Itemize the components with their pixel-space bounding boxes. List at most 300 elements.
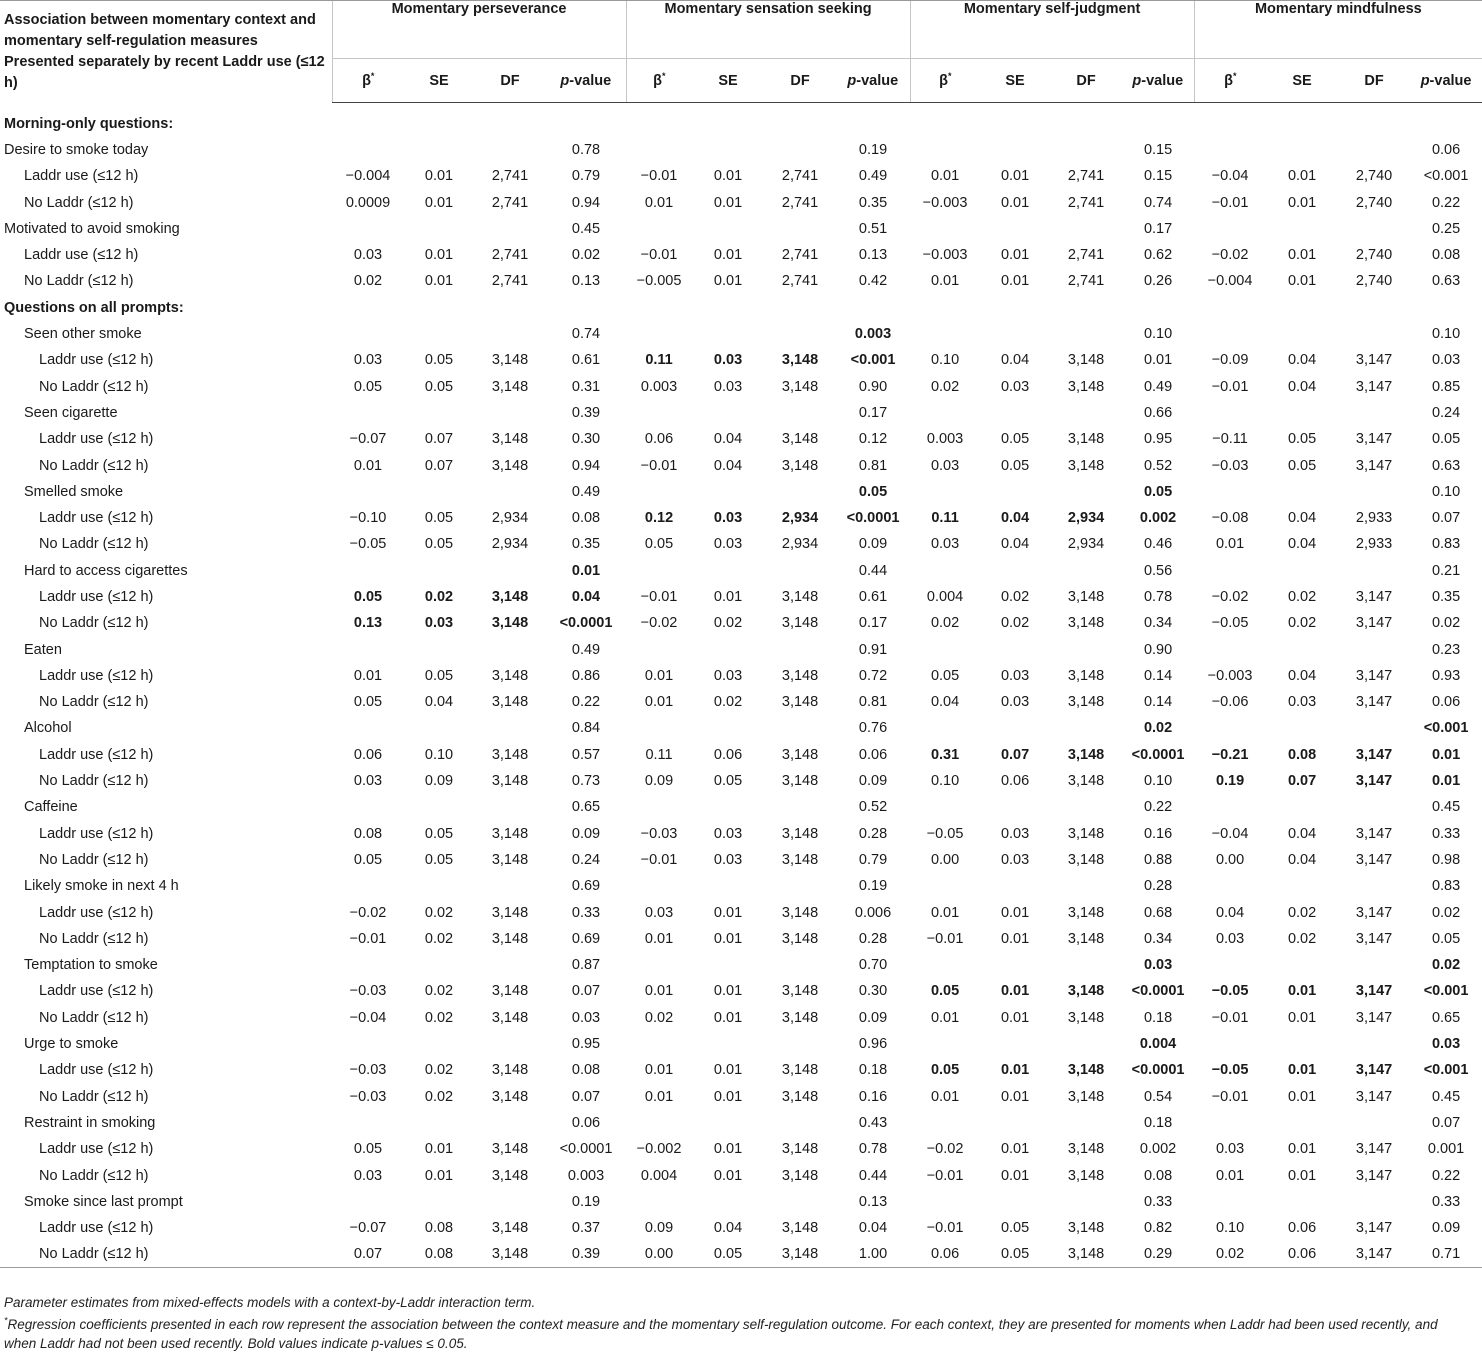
table-cell: 0.02 bbox=[1431, 957, 1461, 974]
subheader-se-mindfulness: SE bbox=[1266, 59, 1338, 103]
table-cell: 3,148 bbox=[491, 1009, 529, 1026]
table-cell: 3,147 bbox=[1355, 904, 1393, 921]
table-cell: 0.06 bbox=[1287, 1220, 1317, 1237]
table-cell: 3,148 bbox=[781, 1220, 819, 1237]
table-cell: −0.11 bbox=[1212, 431, 1248, 448]
table-cell: 0.04 bbox=[1287, 352, 1317, 369]
table-cell: 3,148 bbox=[1067, 457, 1105, 474]
footnote-1: Parameter estimates from mixed-effects models with a context-by-Laddr interaction term. bbox=[4, 1295, 536, 1310]
table-cell: 0.91 bbox=[858, 641, 888, 658]
table-cell bbox=[332, 400, 404, 426]
row-label: Restraint in smoking bbox=[24, 1114, 156, 1131]
table-cell: 0.79 bbox=[571, 168, 601, 185]
table-cell: 0.01 bbox=[1000, 1167, 1030, 1184]
table-cell: 0.02 bbox=[424, 1088, 454, 1105]
table-cell bbox=[910, 636, 980, 662]
table-cell: 0.03 bbox=[353, 1167, 383, 1184]
table-cell: 0.10 bbox=[1143, 326, 1173, 343]
table-cell: 0.28 bbox=[1143, 878, 1173, 895]
table-cell: 0.03 bbox=[713, 851, 743, 868]
table-cell: 0.002 bbox=[1139, 510, 1177, 527]
table-cell: 3,148 bbox=[491, 352, 529, 369]
table-cell: 0.21 bbox=[1431, 562, 1461, 579]
table-cell: 0.10 bbox=[930, 773, 960, 790]
table-cell: 3,147 bbox=[1355, 352, 1393, 369]
table-cell: 3,148 bbox=[781, 431, 819, 448]
table-cell: 0.71 bbox=[1410, 1241, 1482, 1267]
context-row bbox=[0, 1189, 1482, 1215]
table-cell: 0.19 bbox=[1215, 773, 1245, 790]
table-cell bbox=[764, 137, 836, 163]
table-cell: 3,147 bbox=[1355, 615, 1393, 632]
table-cell: 3,148 bbox=[764, 1241, 836, 1267]
table-cell: 2,741 bbox=[781, 168, 819, 185]
row-label: No Laddr (≤12 h) bbox=[39, 536, 149, 553]
table-cell: 0.06 bbox=[910, 1241, 980, 1267]
table-cell: −0.01 bbox=[640, 588, 678, 605]
table-cell: 0.03 bbox=[1287, 694, 1317, 711]
table-cell: 3,148 bbox=[491, 1062, 529, 1079]
table-cell: <0.001 bbox=[1423, 983, 1469, 1000]
table-cell: 0.09 bbox=[858, 1009, 888, 1026]
table-cell: 0.00 bbox=[1215, 851, 1245, 868]
table-cell: 0.87 bbox=[571, 957, 601, 974]
table-cell: 2,741 bbox=[1067, 194, 1105, 211]
table-cell: 0.07 bbox=[424, 457, 454, 474]
table-cell: 2,741 bbox=[781, 194, 819, 211]
table-cell bbox=[1266, 636, 1338, 662]
table-cell: 0.04 bbox=[930, 694, 960, 711]
table-cell: 0.02 bbox=[424, 588, 454, 605]
data-row bbox=[0, 978, 1482, 1004]
table-cell: 0.01 bbox=[1000, 904, 1030, 921]
table-cell bbox=[626, 137, 692, 163]
table-cell bbox=[1266, 715, 1338, 741]
table-cell: 0.01 bbox=[644, 694, 674, 711]
table-cell: 0.07 bbox=[571, 1088, 601, 1105]
table-cell bbox=[980, 952, 1050, 978]
table-cell bbox=[404, 321, 474, 347]
table-cell: 3,148 bbox=[781, 930, 819, 947]
table-cell: 0.23 bbox=[1431, 641, 1461, 658]
table-cell: 0.14 bbox=[1143, 667, 1173, 684]
table-cell: 0.05 bbox=[644, 536, 674, 553]
data-row bbox=[0, 505, 1482, 531]
table-cell: 0.07 bbox=[1000, 746, 1030, 763]
table-cell bbox=[1266, 1110, 1338, 1136]
table-cell: 0.01 bbox=[713, 1167, 743, 1184]
data-row bbox=[0, 452, 1482, 478]
row-label: Laddr use (≤12 h) bbox=[39, 588, 154, 605]
table-cell: 0.05 bbox=[424, 667, 454, 684]
table-cell bbox=[1338, 400, 1410, 426]
table-cell: 0.09 bbox=[858, 536, 888, 553]
table-cell: 0.11 bbox=[931, 510, 959, 527]
table-cell: 0.05 bbox=[353, 588, 383, 605]
table-cell: 0.03 bbox=[1215, 930, 1245, 947]
table-cell: 0.03 bbox=[424, 615, 454, 632]
table-cell: 3,148 bbox=[781, 825, 819, 842]
table-cell: 0.05 bbox=[424, 825, 454, 842]
table-cell: 3,148 bbox=[781, 1088, 819, 1105]
table-cell bbox=[1266, 479, 1338, 505]
table-cell: 0.03 bbox=[713, 667, 743, 684]
table-cell bbox=[1050, 636, 1122, 662]
row-label: No Laddr (≤12 h) bbox=[39, 930, 149, 947]
table-cell bbox=[910, 952, 980, 978]
table-cell: 0.35 bbox=[1431, 588, 1461, 605]
table-cell: 0.93 bbox=[1431, 667, 1461, 684]
table-cell: 0.68 bbox=[1143, 904, 1173, 921]
table-cell: 1.00 bbox=[836, 1241, 910, 1267]
table-cell: 0.03 bbox=[713, 378, 743, 395]
table-cell: 0.03 bbox=[644, 904, 674, 921]
table-cell: 0.04 bbox=[1287, 667, 1317, 684]
table-cell: 0.01 bbox=[1000, 168, 1030, 185]
table-cell: 0.02 bbox=[424, 1062, 454, 1079]
table-cell: 0.30 bbox=[858, 983, 888, 1000]
table-cell bbox=[404, 400, 474, 426]
row-label: Seen other smoke bbox=[24, 326, 142, 343]
table-cell bbox=[474, 715, 546, 741]
table-cell: 0.11 bbox=[645, 746, 673, 763]
table-cell: 0.14 bbox=[1143, 694, 1173, 711]
table-cell bbox=[1194, 1031, 1266, 1057]
table-cell: 0.24 bbox=[571, 851, 601, 868]
table-cell: 3,148 bbox=[1067, 746, 1105, 763]
table-cell: 3,148 bbox=[491, 773, 529, 790]
table-cell bbox=[404, 873, 474, 899]
table-cell bbox=[764, 715, 836, 741]
table-cell bbox=[1050, 715, 1122, 741]
table-cell: 0.85 bbox=[1431, 378, 1461, 395]
table-cell: 0.01 bbox=[1287, 1167, 1317, 1184]
table-cell: 3,147 bbox=[1355, 588, 1393, 605]
table-cell: 0.05 bbox=[424, 510, 454, 527]
table-cell bbox=[404, 636, 474, 662]
table-cell: 0.01 bbox=[1287, 1088, 1317, 1105]
row-label: Urge to smoke bbox=[24, 1036, 119, 1053]
table-cell: −0.07 bbox=[349, 431, 387, 448]
context-row bbox=[0, 1031, 1482, 1057]
table-cell bbox=[1266, 400, 1338, 426]
table-cell: 0.17 bbox=[1143, 220, 1173, 237]
table-cell: 0.28 bbox=[858, 930, 888, 947]
table-cell bbox=[626, 1031, 692, 1057]
table-cell: 0.78 bbox=[858, 1141, 888, 1158]
table-cell: 0.05 bbox=[1287, 431, 1317, 448]
table-cell: 0.03 bbox=[1000, 825, 1030, 842]
table-cell: 0.01 bbox=[1000, 983, 1030, 1000]
table-cell: 0.01 bbox=[713, 273, 743, 290]
table-cell: −0.002 bbox=[636, 1141, 682, 1158]
table-cell bbox=[692, 873, 764, 899]
table-cell: 0.09 bbox=[1431, 1220, 1461, 1237]
subheader-df-perseverance: DF bbox=[474, 59, 546, 103]
table-cell: 0.83 bbox=[1431, 878, 1461, 895]
table-cell: −0.01 bbox=[640, 457, 678, 474]
table-cell: 0.05 bbox=[353, 851, 383, 868]
table-cell bbox=[910, 1031, 980, 1057]
table-cell: 0.01 bbox=[1000, 247, 1030, 264]
table-cell: 0.63 bbox=[1431, 457, 1461, 474]
data-row bbox=[0, 821, 1482, 847]
row-label: Temptation to smoke bbox=[24, 957, 158, 974]
table-cell: 0.01 bbox=[1000, 1009, 1030, 1026]
subheader-pvalue-self-judgment bbox=[1122, 59, 1194, 103]
table-cell: 0.03 bbox=[713, 352, 743, 369]
table-cell: 0.39 bbox=[546, 1241, 626, 1267]
table-cell: 3,148 bbox=[781, 352, 819, 369]
table-cell: 0.08 bbox=[404, 1241, 474, 1267]
table-cell: −0.01 bbox=[1211, 194, 1249, 211]
table-cell: 0.02 bbox=[1143, 720, 1173, 737]
table-cell: 0.29 bbox=[1122, 1241, 1194, 1267]
table-cell bbox=[474, 794, 546, 820]
table-body bbox=[0, 103, 1482, 1268]
table-cell: 0.01 bbox=[1000, 1141, 1030, 1158]
table-cell: 0.56 bbox=[1143, 562, 1173, 579]
table-cell bbox=[1338, 873, 1410, 899]
table-cell: −0.10 bbox=[349, 510, 387, 527]
table-cell: 0.49 bbox=[1143, 378, 1173, 395]
table-cell bbox=[1194, 873, 1266, 899]
table-cell: 0.05 bbox=[1000, 431, 1030, 448]
subheader-df-self-judgment: DF bbox=[1050, 59, 1122, 103]
table-cell: 0.35 bbox=[858, 194, 888, 211]
table-cell: 0.05 bbox=[930, 1062, 960, 1079]
table-cell: 0.63 bbox=[1431, 273, 1461, 290]
table-cell: 0.05 bbox=[424, 352, 454, 369]
table-cell: 2,741 bbox=[491, 168, 529, 185]
row-label: Laddr use (≤12 h) bbox=[39, 510, 154, 527]
data-row bbox=[0, 1162, 1482, 1188]
row-label: No Laddr (≤12 h) bbox=[39, 1009, 149, 1026]
table-cell: 0.01 bbox=[713, 930, 743, 947]
table-cell: 0.39 bbox=[571, 404, 601, 421]
table-cell: 0.46 bbox=[1143, 536, 1173, 553]
table-cell: 0.02 bbox=[713, 694, 743, 711]
table-cell: 2,741 bbox=[1067, 273, 1105, 290]
table-cell bbox=[474, 1189, 546, 1215]
table-cell bbox=[1338, 1110, 1410, 1136]
table-cell bbox=[474, 636, 546, 662]
data-row bbox=[0, 1215, 1482, 1241]
table-cell bbox=[1050, 479, 1122, 505]
table-cell: 3,148 bbox=[491, 615, 529, 632]
context-row bbox=[0, 715, 1482, 741]
table-cell: 0.03 bbox=[1431, 352, 1461, 369]
table-cell: 2,934 bbox=[491, 510, 529, 527]
table-cell: <0.001 bbox=[1423, 168, 1469, 185]
table-cell bbox=[1050, 400, 1122, 426]
table-cell: 0.31 bbox=[930, 746, 960, 763]
table-cell bbox=[910, 400, 980, 426]
table-cell: −0.21 bbox=[1211, 746, 1249, 763]
section-row bbox=[0, 111, 1482, 137]
table-cell bbox=[910, 1110, 980, 1136]
table-cell: 0.42 bbox=[858, 273, 888, 290]
table-cell: 2,741 bbox=[781, 247, 819, 264]
table-cell: <0.0001 bbox=[1131, 1062, 1185, 1079]
row-label: No Laddr (≤12 h) bbox=[39, 694, 149, 711]
table-cell: 0.05 bbox=[980, 1241, 1050, 1267]
table-cell: 0.01 bbox=[713, 1062, 743, 1079]
table-cell: 3,148 bbox=[781, 773, 819, 790]
footnote-2-text: Regression coefficients presented in each row represent the association between the context measure and the momentary self-regulation outcome. For each context, they are presented for moments when Laddr had been used recently, and when Laddr had not been used recently. Bold values indicate p-values ≤ 0.05. bbox=[4, 1317, 1438, 1351]
row-label: Laddr use (≤12 h) bbox=[39, 825, 154, 842]
table-cell: 2,741 bbox=[491, 194, 529, 211]
table-cell: 0.01 bbox=[424, 1141, 454, 1158]
table-cell bbox=[910, 137, 980, 163]
table-cell bbox=[474, 1031, 546, 1057]
data-row bbox=[0, 531, 1482, 557]
table-cell: 0.19 bbox=[571, 1193, 601, 1210]
row-label: Desire to smoke today bbox=[4, 141, 149, 158]
table-cell: −0.02 bbox=[1211, 588, 1249, 605]
table-cell: 3,147 bbox=[1355, 825, 1393, 842]
table-cell bbox=[980, 636, 1050, 662]
table-cell: 0.01 bbox=[644, 1088, 674, 1105]
table-cell: 0.01 bbox=[644, 194, 674, 211]
table-cell: 3,147 bbox=[1338, 1241, 1410, 1267]
table-cell: 0.01 bbox=[713, 247, 743, 264]
table-cell: 0.01 bbox=[424, 273, 454, 290]
table-cell bbox=[1050, 216, 1122, 242]
table-cell: 0.17 bbox=[858, 404, 888, 421]
table-cell: −0.01 bbox=[1211, 378, 1249, 395]
row-label: Laddr use (≤12 h) bbox=[39, 1220, 154, 1237]
table-cell: −0.003 bbox=[922, 247, 968, 264]
table-cell: 0.04 bbox=[1287, 825, 1317, 842]
table-cell bbox=[1194, 558, 1266, 584]
table-cell: 0.03 bbox=[353, 352, 383, 369]
table-cell: 0.01 bbox=[1287, 1009, 1317, 1026]
row-label: Alcohol bbox=[24, 720, 72, 737]
table-cell: 0.03 bbox=[571, 1009, 601, 1026]
table-cell: 0.01 bbox=[1000, 1062, 1030, 1079]
table-cell: 0.004 bbox=[926, 588, 964, 605]
table-cell bbox=[474, 558, 546, 584]
table-cell bbox=[1050, 794, 1122, 820]
table-cell: −0.05 bbox=[926, 825, 964, 842]
table-cell: 0.05 bbox=[1143, 483, 1173, 500]
table-cell: 0.34 bbox=[1143, 615, 1173, 632]
table-cell bbox=[332, 558, 404, 584]
table-cell: 0.04 bbox=[858, 1220, 888, 1237]
table-cell bbox=[332, 794, 404, 820]
table-cell: 3,148 bbox=[491, 930, 529, 947]
table-cell: 3,148 bbox=[781, 378, 819, 395]
table-cell: 0.0009 bbox=[345, 194, 391, 211]
table-cell: 0.05 bbox=[1000, 457, 1030, 474]
table-cell: −0.003 bbox=[922, 194, 968, 211]
table-cell: 0.81 bbox=[858, 457, 888, 474]
table-cell: 0.06 bbox=[858, 746, 888, 763]
beta-symbol: β bbox=[653, 72, 662, 89]
table-cell: 3,148 bbox=[781, 746, 819, 763]
table-cell: −0.01 bbox=[926, 1220, 964, 1237]
table-cell: 3,147 bbox=[1355, 1141, 1393, 1158]
table-cell: 0.03 bbox=[353, 773, 383, 790]
section-row bbox=[0, 295, 1482, 321]
table-cell: 0.002 bbox=[1139, 1141, 1177, 1158]
data-row bbox=[0, 584, 1482, 610]
table-cell bbox=[1266, 1031, 1338, 1057]
table-cell: 0.02 bbox=[1287, 904, 1317, 921]
table-cell: 0.04 bbox=[1287, 536, 1317, 553]
table-cell: −0.005 bbox=[636, 273, 682, 290]
table-footnotes bbox=[4, 1293, 1456, 1353]
table-cell: 0.01 bbox=[424, 194, 454, 211]
table-cell: 0.19 bbox=[858, 878, 888, 895]
table-cell bbox=[692, 137, 764, 163]
table-cell: 0.33 bbox=[1431, 1193, 1461, 1210]
table-cell: 0.08 bbox=[353, 825, 383, 842]
table-cell: 0.07 bbox=[571, 983, 601, 1000]
table-cell: 2,741 bbox=[491, 247, 529, 264]
table-cell: 0.74 bbox=[571, 326, 601, 343]
row-label: No Laddr (≤12 h) bbox=[24, 273, 134, 290]
table-cell: 2,934 bbox=[1067, 510, 1105, 527]
table-cell: 2,741 bbox=[491, 273, 529, 290]
table-cell bbox=[474, 873, 546, 899]
data-row bbox=[0, 1241, 1482, 1267]
table-cell bbox=[764, 636, 836, 662]
table-cell: 0.03 bbox=[713, 536, 743, 553]
table-cell: 0.43 bbox=[858, 1114, 888, 1131]
table-cell: 3,147 bbox=[1355, 1062, 1393, 1079]
row-label: Caffeine bbox=[24, 799, 78, 816]
table-cell bbox=[626, 558, 692, 584]
table-cell bbox=[404, 1110, 474, 1136]
table-cell bbox=[1050, 952, 1122, 978]
row-label: Laddr use (≤12 h) bbox=[39, 1141, 154, 1158]
table-cell: 0.05 bbox=[930, 667, 960, 684]
table-cell: 3,147 bbox=[1355, 457, 1393, 474]
table-cell: 0.52 bbox=[858, 799, 888, 816]
data-row bbox=[0, 610, 1482, 636]
table-cell: 2,740 bbox=[1355, 168, 1393, 185]
table-cell: 0.09 bbox=[858, 773, 888, 790]
table-cell: 0.08 bbox=[571, 1062, 601, 1079]
table-cell bbox=[332, 216, 404, 242]
table-cell bbox=[764, 794, 836, 820]
table-cell: 0.02 bbox=[930, 378, 960, 395]
table-cell: 0.49 bbox=[571, 483, 601, 500]
table-cell bbox=[474, 216, 546, 242]
table-cell: 0.01 bbox=[1287, 194, 1317, 211]
table-cell: 0.00 bbox=[930, 851, 960, 868]
row-label: Laddr use (≤12 h) bbox=[39, 667, 154, 684]
table-cell bbox=[474, 137, 546, 163]
data-row bbox=[0, 1005, 1482, 1031]
table-cell: 0.12 bbox=[644, 510, 674, 527]
table-cell: −0.08 bbox=[1211, 510, 1249, 527]
table-cell: 0.44 bbox=[858, 1167, 888, 1184]
table-cell: 3,148 bbox=[1067, 1062, 1105, 1079]
p-suffix: -value bbox=[856, 72, 899, 89]
table-cell: 0.01 bbox=[1143, 352, 1173, 369]
table-cell: 0.05 bbox=[424, 851, 454, 868]
table-cell bbox=[404, 715, 474, 741]
table-cell bbox=[474, 479, 546, 505]
row-label: Laddr use (≤12 h) bbox=[39, 431, 154, 448]
table-cell: 0.11 bbox=[645, 352, 673, 369]
table-cell: 0.01 bbox=[1215, 1167, 1245, 1184]
table-cell: 0.04 bbox=[713, 431, 743, 448]
beta-marker: * bbox=[661, 70, 666, 81]
